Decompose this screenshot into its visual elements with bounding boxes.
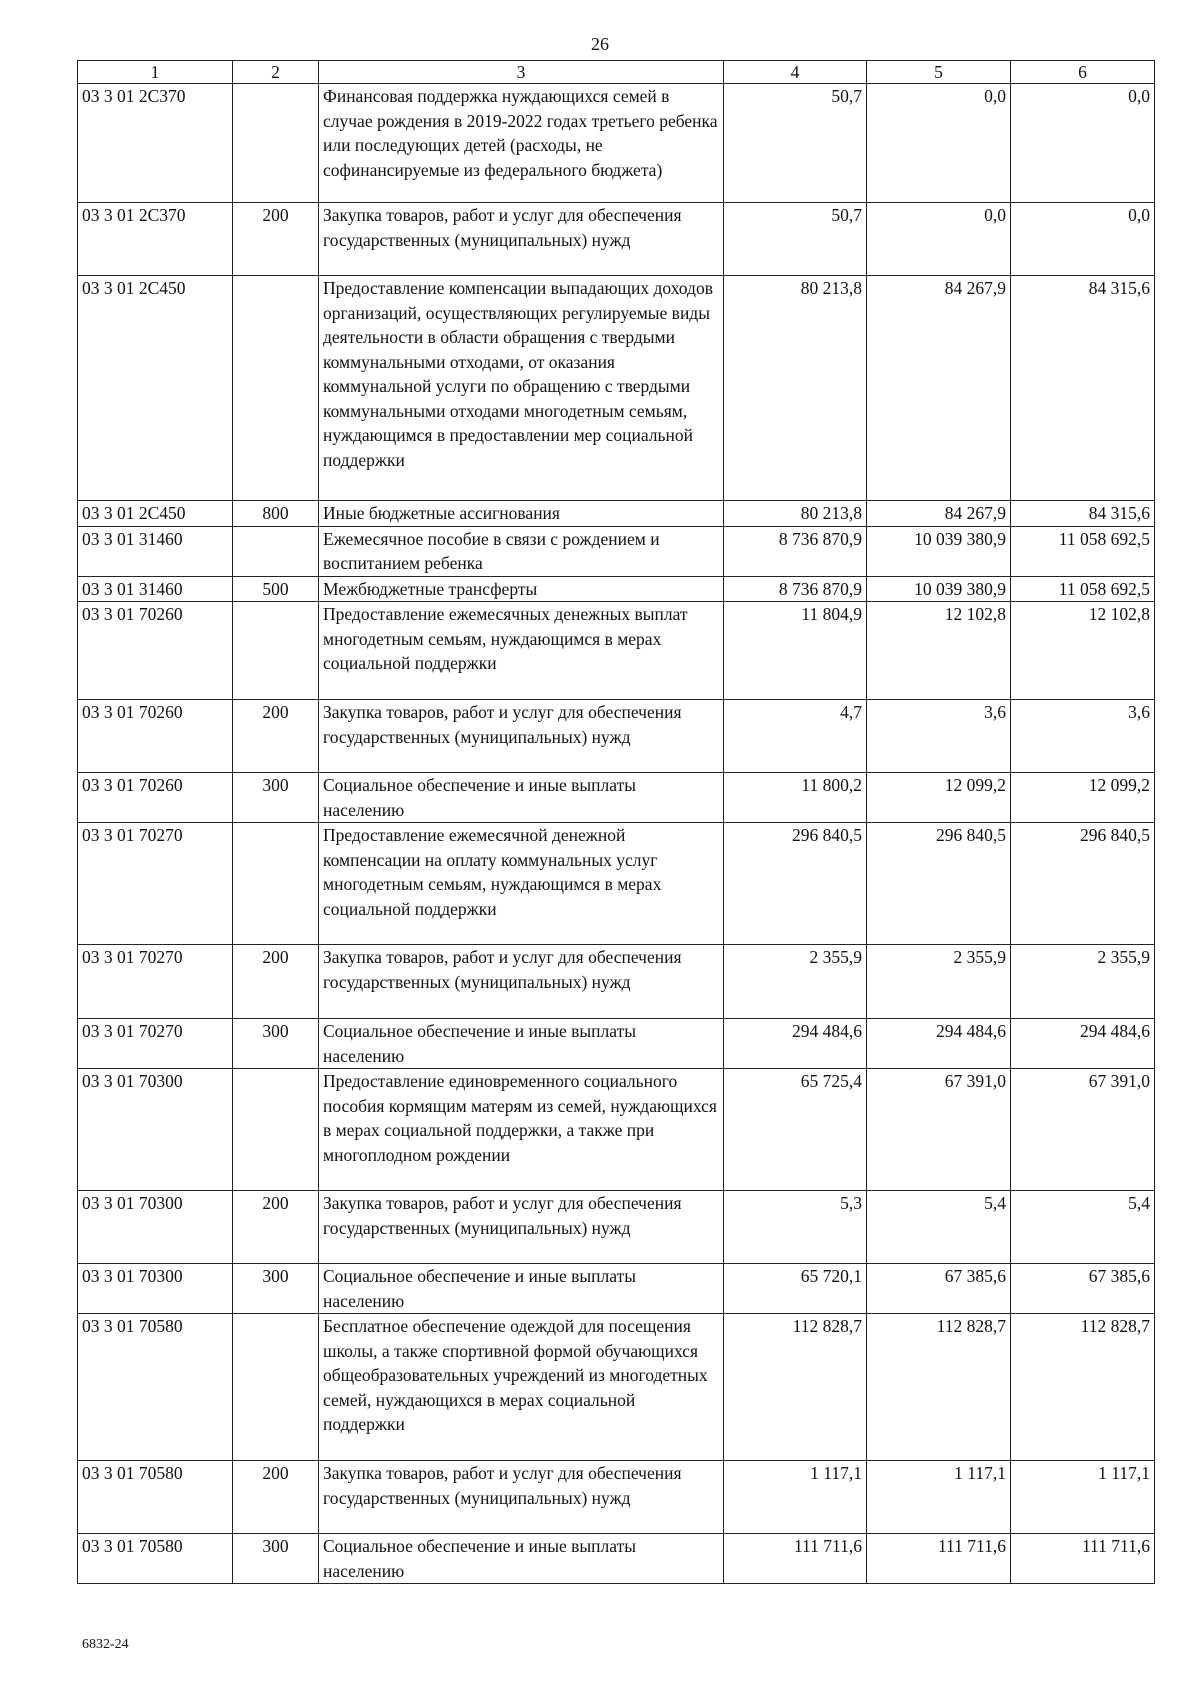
cell-value-4: 65 725,4	[724, 1069, 867, 1191]
cell-type: 300	[233, 1019, 319, 1069]
cell-desc: Социальное обеспечение и иные выплаты населению	[319, 1264, 724, 1314]
table-row	[78, 1019, 1155, 1069]
cell-value-5: 2 355,9	[867, 945, 1011, 1019]
cell-code: 03 3 01 31460	[78, 576, 233, 602]
cell-value-4: 111 711,6	[724, 1534, 867, 1584]
cell-type	[233, 276, 319, 501]
cell-value-5: 112 828,7	[867, 1314, 1011, 1461]
cell-value-5: 296 840,5	[867, 823, 1011, 945]
table-row	[78, 203, 1155, 276]
table-row	[78, 526, 1155, 576]
cell-code: 03 3 01 70580	[78, 1314, 233, 1461]
cell-code: 03 3 01 2C370	[78, 203, 233, 276]
cell-value-5: 10 039 380,9	[867, 576, 1011, 602]
cell-code: 03 3 01 2C370	[78, 84, 233, 203]
cell-value-5: 12 099,2	[867, 773, 1011, 823]
cell-value-4: 5,3	[724, 1191, 867, 1264]
cell-value-5: 3,6	[867, 700, 1011, 773]
cell-value-6: 11 058 692,5	[1011, 526, 1155, 576]
table-row	[78, 576, 1155, 602]
cell-value-6: 5,4	[1011, 1191, 1155, 1264]
cell-code: 03 3 01 2C450	[78, 276, 233, 501]
cell-type: 300	[233, 773, 319, 823]
cell-type	[233, 1069, 319, 1191]
header-col-3: 3	[319, 61, 724, 84]
cell-value-6: 67 391,0	[1011, 1069, 1155, 1191]
cell-type	[233, 602, 319, 700]
cell-value-5: 1 117,1	[867, 1461, 1011, 1534]
cell-type	[233, 526, 319, 576]
cell-code: 03 3 01 70260	[78, 700, 233, 773]
cell-type: 200	[233, 945, 319, 1019]
cell-desc: Бесплатное обеспечение одеждой для посещения школы, а также спортивной формой обучающихся общеобразовательных учреждений из многодетных семей, нуждающихся в мерах социальной поддержки	[319, 1314, 724, 1461]
cell-desc: Предоставление ежемесячных денежных выплат многодетным семьям, нуждающимся в мерах социальной поддержки	[319, 602, 724, 700]
cell-value-4: 11 804,9	[724, 602, 867, 700]
cell-code: 03 3 01 70300	[78, 1191, 233, 1264]
cell-value-5: 10 039 380,9	[867, 526, 1011, 576]
table-row	[78, 276, 1155, 501]
header-col-1: 1	[78, 61, 233, 84]
table-row	[78, 945, 1155, 1019]
table-row	[78, 773, 1155, 823]
header-col-5: 5	[867, 61, 1011, 84]
cell-type: 500	[233, 576, 319, 602]
cell-type: 300	[233, 1264, 319, 1314]
cell-code: 03 3 01 70270	[78, 1019, 233, 1069]
cell-desc: Закупка товаров, работ и услуг для обеспечения государственных (муниципальных) нужд	[319, 945, 724, 1019]
cell-value-5: 111 711,6	[867, 1534, 1011, 1584]
cell-value-6: 296 840,5	[1011, 823, 1155, 945]
table-row	[78, 1191, 1155, 1264]
document-footer-code: 6832-24	[82, 1637, 129, 1652]
cell-value-4: 65 720,1	[724, 1264, 867, 1314]
table-row	[78, 1534, 1155, 1584]
cell-type	[233, 84, 319, 203]
cell-value-4: 80 213,8	[724, 501, 867, 527]
cell-code: 03 3 01 70260	[78, 602, 233, 700]
cell-value-5: 67 391,0	[867, 1069, 1011, 1191]
cell-desc: Предоставление ежемесячной денежной компенсации на оплату коммунальных услуг многодетным семьям, нуждающимся в мерах социальной поддержки	[319, 823, 724, 945]
cell-type	[233, 823, 319, 945]
cell-value-6: 11 058 692,5	[1011, 576, 1155, 602]
cell-value-4: 50,7	[724, 203, 867, 276]
cell-value-4: 50,7	[724, 84, 867, 203]
table-row	[78, 1069, 1155, 1191]
cell-desc: Закупка товаров, работ и услуг для обеспечения государственных (муниципальных) нужд	[319, 1191, 724, 1264]
cell-desc: Предоставление единовременного социального пособия кормящим матерям из семей, нуждающихся в мерах социальной поддержки, а также при многоплодном рождении	[319, 1069, 724, 1191]
cell-code: 03 3 01 31460	[78, 526, 233, 576]
cell-value-6: 67 385,6	[1011, 1264, 1155, 1314]
cell-value-5: 294 484,6	[867, 1019, 1011, 1069]
cell-value-6: 1 117,1	[1011, 1461, 1155, 1534]
cell-value-5: 67 385,6	[867, 1264, 1011, 1314]
cell-type: 200	[233, 700, 319, 773]
page-number: 26	[591, 34, 609, 54]
cell-type: 200	[233, 1191, 319, 1264]
cell-code: 03 3 01 70580	[78, 1461, 233, 1534]
cell-value-6: 112 828,7	[1011, 1314, 1155, 1461]
cell-desc: Межбюджетные трансферты	[319, 576, 724, 602]
cell-value-6: 12 102,8	[1011, 602, 1155, 700]
cell-type: 300	[233, 1534, 319, 1584]
cell-desc: Социальное обеспечение и иные выплаты населению	[319, 1534, 724, 1584]
header-row	[78, 61, 1155, 84]
cell-type: 200	[233, 203, 319, 276]
cell-code: 03 3 01 70270	[78, 945, 233, 1019]
cell-type: 800	[233, 501, 319, 527]
cell-desc: Социальное обеспечение и иные выплаты населению	[319, 1019, 724, 1069]
cell-value-6: 84 315,6	[1011, 501, 1155, 527]
cell-value-4: 11 800,2	[724, 773, 867, 823]
cell-desc: Закупка товаров, работ и услуг для обеспечения государственных (муниципальных) нужд	[319, 700, 724, 773]
header-col-2: 2	[233, 61, 319, 84]
cell-type	[233, 1314, 319, 1461]
cell-value-4: 112 828,7	[724, 1314, 867, 1461]
header-col-4: 4	[724, 61, 867, 84]
cell-value-4: 1 117,1	[724, 1461, 867, 1534]
cell-desc: Социальное обеспечение и иные выплаты населению	[319, 773, 724, 823]
cell-desc: Финансовая поддержка нуждающихся семей в случае рождения в 2019-2022 годах третьего ребенка или последующих детей (расходы, не софинансируемые из федерального бюджета)	[319, 84, 724, 203]
cell-value-5: 0,0	[867, 84, 1011, 203]
cell-value-5: 5,4	[867, 1191, 1011, 1264]
cell-desc: Закупка товаров, работ и услуг для обеспечения государственных (муниципальных) нужд	[319, 1461, 724, 1534]
cell-code: 03 3 01 2C450	[78, 501, 233, 527]
cell-value-6: 294 484,6	[1011, 1019, 1155, 1069]
cell-code: 03 3 01 70260	[78, 773, 233, 823]
cell-value-4: 2 355,9	[724, 945, 867, 1019]
cell-value-4: 296 840,5	[724, 823, 867, 945]
cell-value-6: 84 315,6	[1011, 276, 1155, 501]
table-row	[78, 700, 1155, 773]
cell-value-4: 8 736 870,9	[724, 526, 867, 576]
cell-desc: Предоставление компенсации выпадающих доходов организаций, осуществляющих регулируемые виды деятельности в области обращения с твердыми коммунальными отходами, от оказания коммунальной услуги по обращению с твердыми коммунальными отходами многодетным семьям, нуждающимся в предоставлении мер социальной поддержки	[319, 276, 724, 501]
cell-value-5: 84 267,9	[867, 276, 1011, 501]
cell-value-6: 3,6	[1011, 700, 1155, 773]
cell-value-6: 111 711,6	[1011, 1534, 1155, 1584]
cell-value-6: 12 099,2	[1011, 773, 1155, 823]
cell-value-4: 80 213,8	[724, 276, 867, 501]
cell-type: 200	[233, 1461, 319, 1534]
cell-desc: Ежемесячное пособие в связи с рождением и воспитанием ребенка	[319, 526, 724, 576]
cell-value-5: 84 267,9	[867, 501, 1011, 527]
cell-value-4: 4,7	[724, 700, 867, 773]
cell-value-6: 0,0	[1011, 203, 1155, 276]
cell-code: 03 3 01 70270	[78, 823, 233, 945]
table-row	[78, 84, 1155, 203]
cell-desc: Иные бюджетные ассигнования	[319, 501, 724, 527]
cell-value-6: 2 355,9	[1011, 945, 1155, 1019]
table-row	[78, 602, 1155, 700]
cell-value-5: 12 102,8	[867, 602, 1011, 700]
cell-value-4: 8 736 870,9	[724, 576, 867, 602]
table-row	[78, 501, 1155, 527]
table-row	[78, 1461, 1155, 1534]
table-row	[78, 823, 1155, 945]
cell-desc: Закупка товаров, работ и услуг для обеспечения государственных (муниципальных) нужд	[319, 203, 724, 276]
table-row	[78, 1314, 1155, 1461]
table-row	[78, 1264, 1155, 1314]
cell-code: 03 3 01 70300	[78, 1069, 233, 1191]
cell-value-6: 0,0	[1011, 84, 1155, 203]
cell-value-5: 0,0	[867, 203, 1011, 276]
header-col-6: 6	[1011, 61, 1155, 84]
cell-code: 03 3 01 70300	[78, 1264, 233, 1314]
cell-value-4: 294 484,6	[724, 1019, 867, 1069]
cell-code: 03 3 01 70580	[78, 1534, 233, 1584]
budget-table	[77, 60, 1155, 1584]
